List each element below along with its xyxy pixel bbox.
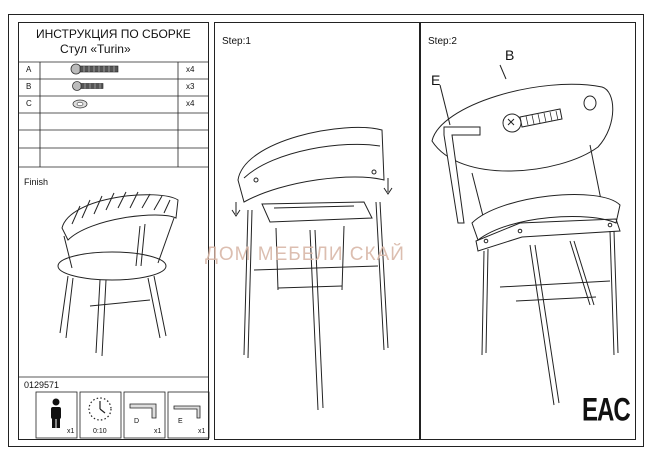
callout-e-letter: E [431, 72, 441, 88]
product-name: Стул «Turin» [60, 42, 131, 56]
step2-detail-drawing [420, 55, 636, 435]
assembly-time: 0:10 [93, 428, 107, 435]
finish-label: Finish [24, 177, 49, 187]
article-number: 0129571 [24, 380, 60, 390]
people-count: x1 [67, 428, 75, 435]
part-c-letter: C [26, 99, 32, 108]
part-a-qty: x4 [186, 65, 195, 74]
tool-d-qty: x1 [154, 428, 162, 435]
watermark: ДОМ МЕБЕЛИ СКАЙ [205, 244, 405, 265]
part-b-letter: B [26, 82, 32, 91]
callout-b-letter: B [505, 47, 515, 63]
step2-label: Step:2 [428, 36, 457, 47]
tool-d-letter: D [134, 418, 140, 425]
clock-icon [86, 396, 116, 426]
part-a-letter: A [26, 65, 32, 74]
part-b-qty: x3 [186, 82, 195, 91]
short-bolt-icon [72, 81, 112, 95]
washer-icon [72, 99, 92, 111]
eac-certification-mark: EAC [582, 392, 630, 429]
tool-e-qty: x1 [198, 428, 206, 435]
part-c-qty: x4 [186, 99, 195, 108]
instruction-title: ИНСТРУКЦИЯ ПО СБОРКЕ [36, 27, 191, 41]
tool-e-letter: E [178, 418, 183, 425]
step1-label: Step:1 [222, 36, 251, 47]
person-icon [48, 398, 68, 430]
finished-chair-drawing [50, 188, 190, 358]
long-bolt-icon [70, 63, 130, 77]
